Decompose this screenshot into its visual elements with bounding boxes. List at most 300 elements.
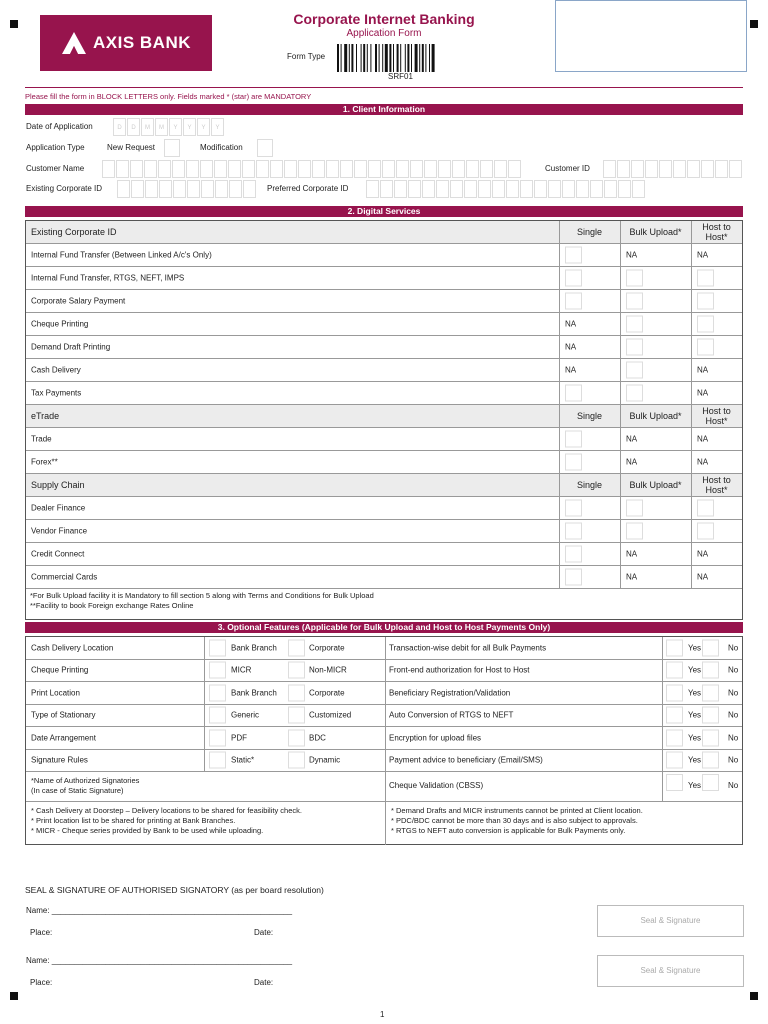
na-text: NA [626, 549, 638, 559]
column-divider [620, 313, 621, 335]
barcode-image [337, 44, 465, 72]
yes-label: Yes [688, 781, 702, 790]
cheque-validation-label: Cheque Validation (CBSS) [389, 781, 484, 790]
char-cell[interactable] [464, 180, 477, 198]
char-cell[interactable] [494, 160, 507, 178]
option-1-checkbox[interactable] [209, 729, 226, 746]
no-checkbox[interactable] [702, 774, 719, 791]
char-cell[interactable] [366, 180, 379, 198]
service-row [26, 543, 742, 566]
feature-row [26, 727, 742, 750]
na-text: NA [697, 365, 709, 375]
group-header-label: eTrade [31, 411, 60, 421]
char-cell[interactable] [645, 160, 658, 178]
form-subtitle: Application Form [346, 28, 422, 39]
date-of-application-field[interactable] [113, 118, 225, 136]
column-divider [559, 244, 560, 266]
service-label: Cheque Printing [31, 319, 89, 329]
yes-label: Yes [688, 688, 702, 698]
char-cell[interactable] [130, 160, 143, 178]
na-text: NA [565, 365, 577, 375]
char-cell[interactable] [631, 160, 644, 178]
char-cell[interactable]: Y [211, 118, 224, 136]
no-checkbox[interactable] [702, 684, 719, 701]
axis-bank-logo [40, 15, 212, 71]
form-title: Corporate Internet Banking [293, 11, 475, 27]
column-divider [662, 660, 663, 682]
signature-section-title: SEAL & SIGNATURE OF AUTHORISED SIGNATORY (as per board resolution) [25, 885, 324, 895]
option-2-checkbox[interactable] [288, 729, 305, 746]
single-checkbox[interactable] [565, 270, 582, 287]
single-checkbox[interactable] [565, 454, 582, 471]
section-1-title: 1. Client Information [25, 104, 743, 115]
feature-left-label: Signature Rules [31, 755, 88, 765]
column-divider [559, 313, 560, 335]
char-cell[interactable] [256, 160, 269, 178]
feature-left-label: Print Location [31, 688, 80, 698]
no-label: No [728, 733, 739, 743]
na-text: NA [697, 572, 709, 582]
char-cell[interactable] [159, 180, 172, 198]
column-divider [559, 497, 560, 519]
option-2-label: BDC [309, 733, 326, 743]
char-cell[interactable] [632, 180, 645, 198]
column-divider [204, 637, 205, 659]
service-row [26, 290, 742, 313]
char-cell[interactable] [466, 160, 479, 178]
char-cell[interactable] [408, 180, 421, 198]
service-row [26, 451, 742, 474]
column-divider [691, 428, 692, 450]
char-cell[interactable] [298, 160, 311, 178]
service-label: Trade [31, 434, 52, 444]
yes-label: Yes [688, 665, 702, 675]
service-label: Forex** [31, 457, 58, 467]
column-divider [559, 566, 560, 588]
service-label: Commercial Cards [31, 572, 98, 582]
single-checkbox[interactable] [565, 500, 582, 517]
char-cell[interactable] [436, 180, 449, 198]
char-cell[interactable] [145, 180, 158, 198]
column-divider [620, 382, 621, 404]
service-row [26, 520, 742, 543]
na-text: NA [565, 319, 577, 329]
column-divider [691, 313, 692, 335]
char-cell[interactable] [214, 160, 227, 178]
column-divider [662, 637, 663, 659]
option-1-checkbox[interactable] [209, 662, 226, 679]
char-cell[interactable] [508, 160, 521, 178]
signatory-1-name-field[interactable]: Name: ______________________________________________________ [26, 906, 293, 915]
char-cell[interactable] [520, 180, 533, 198]
modification-label: Modification [200, 143, 243, 152]
na-text: NA [697, 434, 709, 444]
no-label: No [728, 688, 739, 698]
signatory-1-place-label: Place: [30, 928, 53, 937]
section-2-footnotes [30, 591, 374, 611]
column-divider [559, 543, 560, 565]
photo-box[interactable] [555, 0, 747, 72]
column-divider [620, 451, 621, 473]
column-divider [204, 682, 205, 704]
char-cell[interactable] [534, 180, 547, 198]
brand-name: AXIS BANK [92, 33, 191, 52]
column-divider [385, 802, 386, 845]
char-cell[interactable] [270, 160, 283, 178]
feature-right-label: Beneficiary Registration/Validation [389, 688, 511, 698]
na-text: NA [565, 342, 577, 352]
option-1-checkbox[interactable] [209, 707, 226, 724]
seal-signature-box-2[interactable]: Seal & Signature [597, 955, 744, 987]
service-label: Credit Connect [31, 549, 85, 559]
option-2-checkbox[interactable] [288, 707, 305, 724]
char-cell[interactable] [548, 180, 561, 198]
form-code: SRF01 [388, 72, 413, 81]
char-cell[interactable]: D [127, 118, 140, 136]
bulk-checkbox[interactable] [626, 339, 643, 356]
service-row [26, 359, 742, 382]
char-cell[interactable]: Y [197, 118, 210, 136]
feature-left-label: Cheque Printing [31, 665, 89, 675]
new-request-checkbox[interactable] [164, 139, 180, 157]
option-1-label: Generic [231, 710, 260, 720]
group-header-row [26, 405, 742, 428]
preferred-corporate-id-field[interactable] [366, 180, 646, 198]
feature-right-label: Auto Conversion of RTGS to NEFT [389, 710, 514, 720]
bulk-checkbox[interactable] [626, 523, 643, 540]
column-divider [559, 359, 560, 381]
char-cell[interactable] [590, 180, 603, 198]
h2h-checkbox[interactable] [697, 523, 714, 540]
col-single-header: Single [576, 411, 603, 421]
note-line: * Cash Delivery at Doorstep – Delivery locations to be shared for feasibility check. [31, 806, 302, 815]
authorized-signatories-label [31, 776, 139, 796]
yes-checkbox[interactable] [666, 752, 683, 769]
footnote-bulk-upload: *For Bulk Upload facility it is Mandatory to fill section 5 along with Terms and Conditions for Bulk Upload [30, 591, 374, 600]
note-line: * PDC/BDC cannot be more than 30 days and is also subject to approvals. [391, 816, 638, 825]
char-cell[interactable] [715, 160, 728, 178]
char-cell[interactable] [617, 160, 630, 178]
char-cell[interactable] [687, 160, 700, 178]
customer-name-field[interactable] [102, 160, 522, 178]
bulk-checkbox[interactable] [626, 270, 643, 287]
column-divider [559, 336, 560, 358]
char-cell[interactable] [394, 180, 407, 198]
bulk-checkbox[interactable] [626, 500, 643, 517]
feature-left-label: Cash Delivery Location [31, 643, 114, 653]
date-of-application-label: Date of Application [26, 122, 93, 131]
section-2-title: 2. Digital Services [25, 206, 743, 217]
char-cell[interactable] [380, 180, 393, 198]
column-divider [559, 520, 560, 542]
column-divider [204, 727, 205, 749]
option-2-label: Customized [309, 710, 352, 720]
bulk-checkbox[interactable] [626, 293, 643, 310]
char-cell[interactable] [410, 160, 423, 178]
service-row [26, 428, 742, 451]
notes-left [31, 806, 302, 836]
option-2-label: Dynamic [309, 755, 341, 765]
h2h-checkbox[interactable] [697, 339, 714, 356]
service-label: Internal Fund Transfer, RTGS, NEFT, IMPS [31, 273, 185, 283]
group-header-label: Existing Corporate ID [31, 227, 117, 237]
single-checkbox[interactable] [565, 523, 582, 540]
char-cell[interactable] [117, 180, 130, 198]
char-cell[interactable] [228, 160, 241, 178]
char-cell[interactable] [200, 160, 213, 178]
bulk-checkbox[interactable] [626, 362, 643, 379]
service-label: Corporate Salary Payment [31, 296, 126, 306]
yes-checkbox[interactable] [666, 639, 683, 656]
form-type-label: Form Type [287, 52, 326, 61]
option-1-checkbox[interactable] [209, 684, 226, 701]
char-cell[interactable] [673, 160, 686, 178]
single-checkbox[interactable] [565, 247, 582, 264]
section-3-title: 3. Optional Features (Applicable for Bulk Upload and Host to Host Payments Only) [25, 622, 743, 633]
group-header-row [26, 221, 742, 244]
column-divider [691, 290, 692, 312]
yes-checkbox[interactable] [666, 662, 683, 679]
h2h-checkbox[interactable] [697, 500, 714, 517]
char-cell[interactable] [604, 180, 617, 198]
group-header-row [26, 474, 742, 497]
no-checkbox[interactable] [702, 639, 719, 656]
char-cell[interactable] [480, 160, 493, 178]
registration-mark [10, 20, 18, 28]
seal-signature-box-1[interactable]: Seal & Signature [597, 905, 744, 937]
column-divider [620, 428, 621, 450]
group-header-label: Supply Chain [31, 480, 85, 490]
option-2-checkbox[interactable] [288, 662, 305, 679]
single-checkbox[interactable] [565, 569, 582, 586]
char-cell[interactable] [618, 180, 631, 198]
char-cell[interactable] [215, 180, 228, 198]
column-divider [559, 382, 560, 404]
char-cell[interactable] [186, 160, 199, 178]
char-cell[interactable] [242, 160, 255, 178]
col-single-header: Single [576, 480, 603, 490]
customer-name-label: Customer Name [26, 164, 85, 173]
column-divider [204, 660, 205, 682]
column-divider [691, 359, 692, 381]
column-divider [620, 566, 621, 588]
modification-checkbox[interactable] [257, 139, 273, 157]
column-divider [691, 451, 692, 473]
char-cell[interactable] [116, 160, 129, 178]
column-divider [385, 637, 386, 659]
na-text: NA [626, 250, 638, 260]
yes-checkbox[interactable] [666, 774, 683, 791]
option-2-checkbox[interactable] [288, 639, 305, 656]
no-label: No [728, 755, 739, 765]
option-1-checkbox[interactable] [209, 752, 226, 769]
page-number: 1 [380, 1010, 385, 1019]
digital-services-table [25, 220, 743, 620]
h2h-checkbox[interactable] [697, 316, 714, 333]
service-label: Dealer Finance [31, 503, 86, 513]
single-checkbox[interactable] [565, 546, 582, 563]
yes-label: Yes [688, 755, 702, 765]
axis-logo-icon [61, 31, 87, 55]
char-cell[interactable]: Y [169, 118, 182, 136]
signatory-2-name-field[interactable]: Name: ______________________________________________________ [26, 956, 293, 965]
yes-label: Yes [688, 733, 702, 743]
char-cell[interactable] [326, 160, 339, 178]
char-cell[interactable] [422, 180, 435, 198]
char-cell[interactable] [172, 160, 185, 178]
na-text: NA [626, 572, 638, 582]
char-cell[interactable] [659, 160, 672, 178]
option-2-label: Non-MICR [309, 665, 347, 675]
feature-row [26, 705, 742, 728]
no-checkbox[interactable] [702, 662, 719, 679]
feature-row [26, 660, 742, 683]
char-cell[interactable] [173, 180, 186, 198]
char-cell[interactable] [382, 160, 395, 178]
char-cell[interactable] [576, 180, 589, 198]
char-cell[interactable] [187, 180, 200, 198]
note-line: * RTGS to NEFT auto conversion is applicable for Bulk Payments only. [391, 826, 626, 835]
char-cell[interactable] [131, 180, 144, 198]
no-label: No [728, 781, 739, 790]
column-divider [662, 682, 663, 704]
notes-right [391, 806, 643, 836]
yes-checkbox[interactable] [666, 707, 683, 724]
service-label: Cash Delivery [31, 365, 81, 375]
service-label: Tax Payments [31, 388, 82, 398]
feature-left-label: Date Arrangement [31, 733, 96, 743]
option-2-checkbox[interactable] [288, 752, 305, 769]
char-cell[interactable]: Y [183, 118, 196, 136]
service-row [26, 497, 742, 520]
registration-mark [750, 992, 758, 1000]
char-cell[interactable]: M [141, 118, 154, 136]
bulk-checkbox[interactable] [626, 385, 643, 402]
single-checkbox[interactable] [565, 431, 582, 448]
na-text: NA [697, 457, 709, 467]
char-cell[interactable] [450, 180, 463, 198]
column-divider [662, 750, 663, 772]
signatory-2-date-label: Date: [254, 978, 274, 987]
bulk-checkbox[interactable] [626, 316, 643, 333]
char-cell[interactable] [701, 160, 714, 178]
single-checkbox[interactable] [565, 293, 582, 310]
na-text: NA [697, 549, 709, 559]
col-bulk-header: Bulk Upload* [629, 480, 682, 490]
feature-row [26, 750, 742, 773]
option-2-label: Corporate [309, 688, 345, 698]
registration-mark [750, 20, 758, 28]
feature-left-label: Type of Stationary [31, 710, 96, 720]
char-cell[interactable] [229, 180, 242, 198]
column-divider [691, 566, 692, 588]
column-divider [620, 520, 621, 542]
no-checkbox[interactable] [702, 752, 719, 769]
char-cell[interactable] [478, 180, 491, 198]
instructions: Please fill the form in BLOCK LETTERS only. Fields marked * (star) are MANDATORY [25, 92, 312, 101]
service-row [26, 244, 742, 267]
no-label: No [728, 643, 739, 653]
feature-right-label: Transaction-wise debit for all Bulk Payments [389, 643, 547, 653]
column-divider [559, 451, 560, 473]
char-cell[interactable] [243, 180, 256, 198]
option-2-label: Corporate [309, 643, 345, 653]
column-divider [662, 772, 663, 801]
no-label: No [728, 665, 739, 675]
char-cell[interactable] [603, 160, 616, 178]
column-divider [559, 290, 560, 312]
column-divider [620, 336, 621, 358]
service-row [26, 313, 742, 336]
column-divider [620, 543, 621, 565]
column-divider [204, 705, 205, 727]
char-cell[interactable]: D [113, 118, 126, 136]
column-divider [691, 497, 692, 519]
no-checkbox[interactable] [702, 707, 719, 724]
char-cell[interactable]: M [155, 118, 168, 136]
char-cell[interactable] [452, 160, 465, 178]
char-cell[interactable] [354, 160, 367, 178]
service-row [26, 267, 742, 290]
column-divider [662, 705, 663, 727]
char-cell[interactable] [144, 160, 157, 178]
feature-row [26, 637, 742, 660]
service-label: Vendor Finance [31, 526, 88, 536]
column-divider [691, 336, 692, 358]
column-divider [620, 497, 621, 519]
char-cell[interactable] [506, 180, 519, 198]
feature-right-label: Payment advice to beneficiary (Email/SMS) [389, 755, 543, 765]
signatory-1-date-label: Date: [254, 928, 274, 937]
char-cell[interactable] [424, 160, 437, 178]
feature-row [26, 772, 742, 802]
char-cell[interactable] [396, 160, 409, 178]
col-h2h-header: Host to Host* [702, 222, 731, 242]
single-checkbox[interactable] [565, 385, 582, 402]
char-cell[interactable] [562, 180, 575, 198]
h2h-checkbox[interactable] [697, 293, 714, 310]
column-divider [691, 543, 692, 565]
column-divider [620, 290, 621, 312]
col-single-header: Single [576, 227, 603, 237]
footnote-forex: **Facility to book Foreign exchange Rates Online [30, 601, 194, 610]
char-cell[interactable] [201, 180, 214, 198]
char-cell[interactable] [340, 160, 353, 178]
column-divider [691, 244, 692, 266]
column-divider [691, 382, 692, 404]
customer-id-field[interactable] [603, 160, 743, 178]
char-cell[interactable] [284, 160, 297, 178]
option-1-checkbox[interactable] [209, 639, 226, 656]
col-h2h-header: Host to Host* [702, 406, 731, 426]
option-2-checkbox[interactable] [288, 684, 305, 701]
char-cell[interactable] [492, 180, 505, 198]
column-divider [385, 772, 386, 801]
yes-label: Yes [688, 710, 702, 720]
char-cell[interactable] [368, 160, 381, 178]
no-checkbox[interactable] [702, 729, 719, 746]
column-divider [559, 267, 560, 289]
existing-corporate-id-field[interactable] [117, 180, 257, 198]
char-cell[interactable] [312, 160, 325, 178]
char-cell[interactable] [158, 160, 171, 178]
char-cell[interactable] [102, 160, 115, 178]
yes-checkbox[interactable] [666, 684, 683, 701]
char-cell[interactable] [438, 160, 451, 178]
h2h-checkbox[interactable] [697, 270, 714, 287]
char-cell[interactable] [729, 160, 742, 178]
yes-checkbox[interactable] [666, 729, 683, 746]
